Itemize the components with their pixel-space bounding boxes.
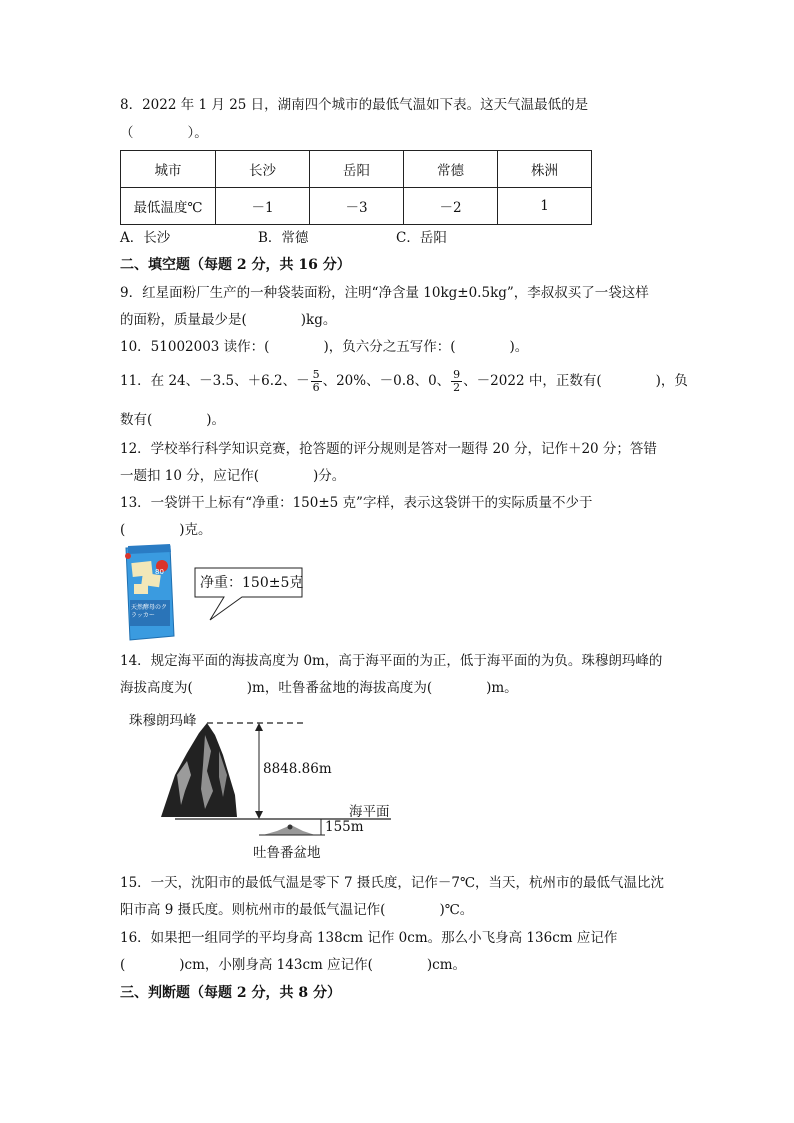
fraction-numerator: 5: [312, 368, 320, 381]
table-row: [121, 188, 592, 225]
q13-line-1: 13．一袋饼干上标有“净重：150±5 克”字样，表示这袋饼干的实际质量不少于: [120, 495, 593, 511]
fraction-nine-halves: [451, 369, 462, 394]
temperature-table: [120, 150, 592, 225]
label-turpan-basin: 吐鲁番盆地: [253, 845, 321, 861]
section-3-title: 三、判断题（每题 2 分，共 8 分）: [120, 985, 341, 1001]
table-cell: 常德: [404, 151, 498, 188]
q9-line-1: 9．红星面粉厂生产的一种袋装面粉，注明“净含量 10kg±0.5kg”，李叔叔买了一袋这样: [120, 285, 649, 301]
table-cell: 最低温度℃: [121, 188, 216, 225]
q11-suffix: 、－2022 中，正数有( )，负: [463, 373, 688, 389]
q14-line-2: 海拔高度为( )m，吐鲁番盆地的海拔高度为( )m。: [120, 680, 518, 696]
bag-badge: 80: [155, 568, 164, 576]
fraction-denominator: 6: [312, 381, 320, 394]
label-sea-level: 海平面: [349, 804, 390, 820]
q10-line-1: 10．51002003 读作：( )，负六分之五写作：( )。: [120, 339, 529, 355]
option-b: B．常德: [258, 230, 309, 246]
section-2-title: 二、填空题（每题 2 分，共 16 分）: [120, 257, 351, 273]
table-cell: －3: [310, 188, 404, 225]
biscuit-bag-figure: [118, 540, 308, 645]
q8-answer-blank: （ ）。: [120, 125, 208, 141]
q8-options: [120, 229, 447, 247]
q12-line-1: 12．学校举行科学知识竞赛，抢答题的评分规则是答对一题得 20 分，记作＋20 分；答错: [120, 441, 657, 457]
label-everest: 珠穆朗玛峰: [129, 713, 197, 729]
option-c: C．岳阳: [396, 230, 447, 246]
q15-line-2: 阳市高 9 摄氏度。则杭州市的最低气温记作( )℃。: [120, 902, 474, 918]
callout-net-weight: 净重：150±5克: [200, 575, 304, 591]
q11-prefix: 11．在 24、－3.5、＋6.2、－: [120, 373, 310, 389]
label-basin-depth: 155m: [325, 819, 364, 835]
speech-callout: [118, 540, 308, 645]
q15-line-1: 15．一天，沈阳市的最低气温是零下 7 摄氏度，记作－7℃，当天，杭州市的最低气温比沈: [120, 875, 665, 891]
q13-line-2: ( )克。: [120, 522, 212, 538]
q8-stem: 8．2022 年 1 月 25 日，湖南四个城市的最低气温如下表。这天气温最低的是: [120, 97, 589, 113]
table-row: [121, 151, 592, 188]
q11-line-1: [120, 366, 688, 396]
table-cell: －2: [404, 188, 498, 225]
label-everest-height: 8848.86m: [263, 761, 332, 777]
fraction-denominator: 2: [453, 381, 461, 394]
table-cell: －1: [216, 188, 310, 225]
table-cell: 城市: [121, 151, 216, 188]
table-cell: 长沙: [216, 151, 310, 188]
fraction-five-sixths: [311, 369, 322, 394]
q9-line-2: 的面粉，质量最少是( )kg。: [120, 312, 337, 328]
q12-line-2: 一题扣 10 分，应记作( )分。: [120, 468, 346, 484]
option-a: A．长沙: [120, 230, 171, 246]
altitude-diagram: [125, 705, 405, 865]
bag-brand-text: 天然酵母のクラッカー: [131, 604, 168, 619]
q14-line-1: 14．规定海平面的海拔高度为 0m，高于海平面的为正，低于海平面的为负。珠穆朗玛峰的: [120, 653, 663, 669]
q11-line-2: 数有( )。: [120, 412, 226, 428]
table-cell: 1: [498, 188, 592, 225]
q16-line-1: 16．如果把一组同学的平均身高 138cm 记作 0cm。那么小飞身高 136cm 应记作: [120, 930, 618, 946]
table-cell: 岳阳: [310, 151, 404, 188]
table-cell: 株洲: [498, 151, 592, 188]
q11-mid: 、20%、－0.8、0、: [322, 373, 451, 389]
q16-line-2: ( )cm，小刚身高 143cm 应记作( )cm。: [120, 957, 467, 973]
fraction-numerator: 9: [453, 368, 461, 381]
